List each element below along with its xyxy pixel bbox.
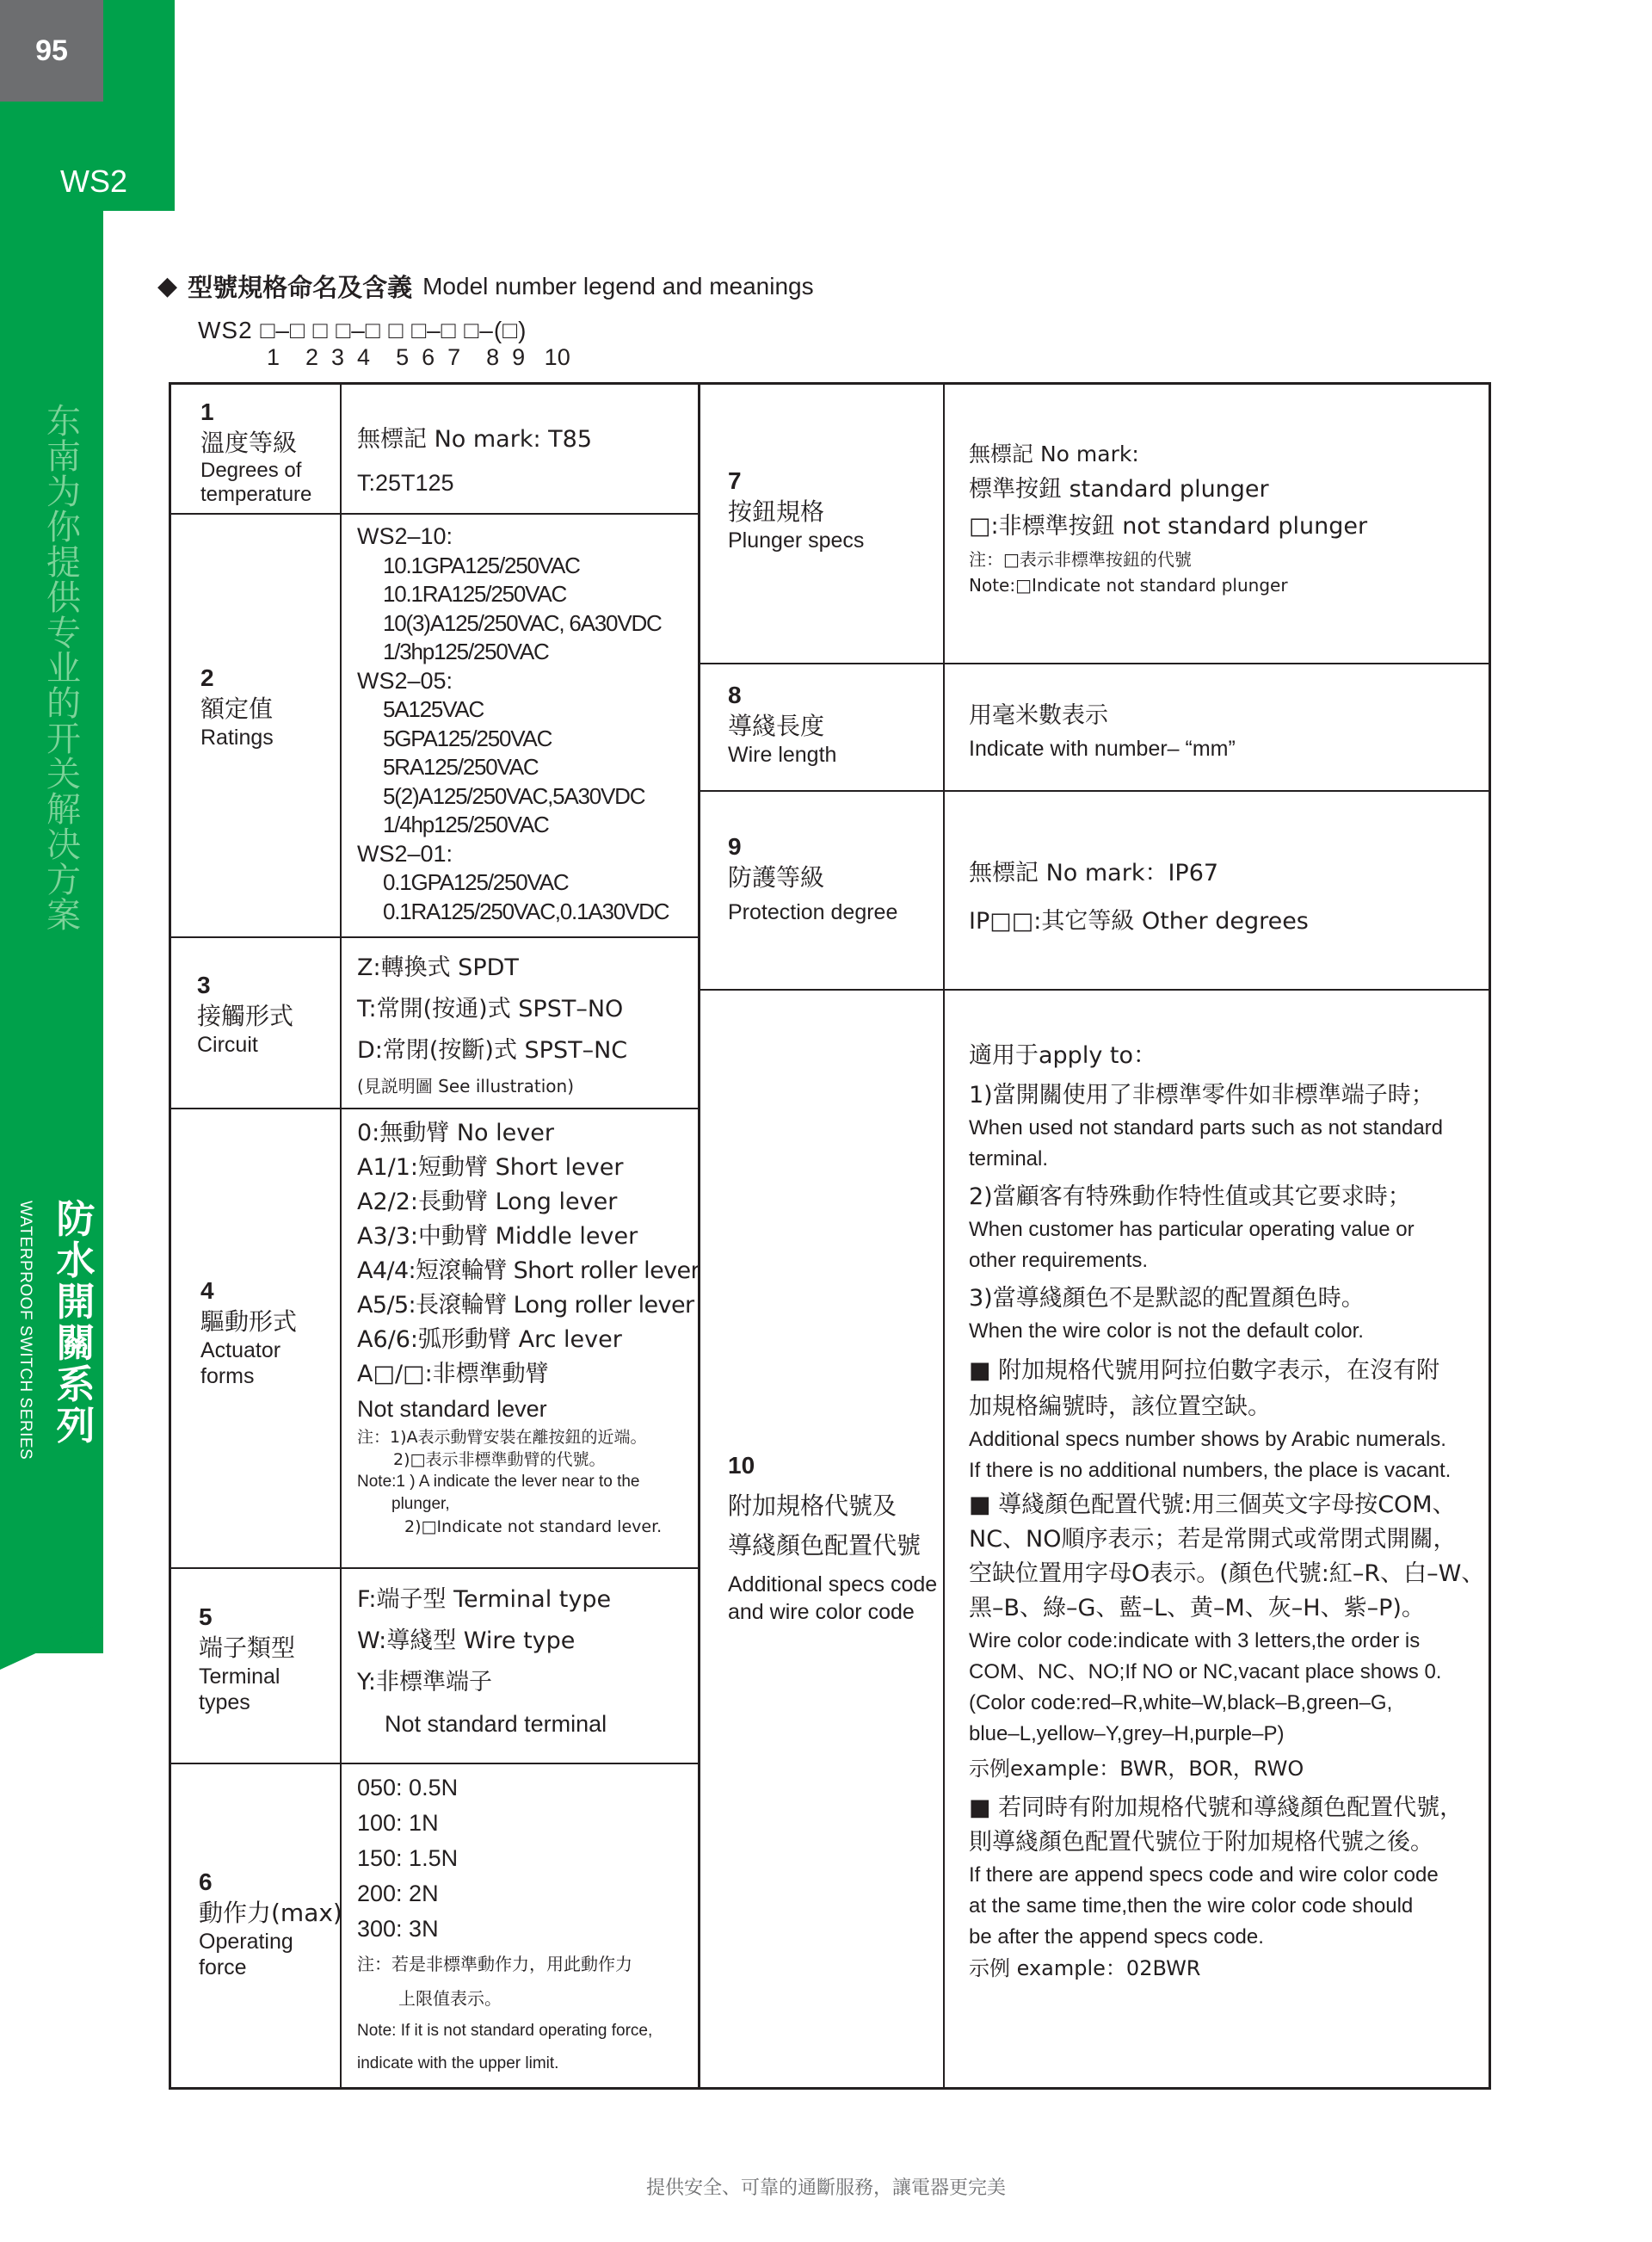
bullet-en: COM、NC、NO;If NO or NC,vacant place shows 0. xyxy=(969,1660,1442,1683)
note-line: 注：若是非標準動作力，用此動作力 xyxy=(357,1954,632,1974)
option-line: A5/5:長滾輪臂 Long roller lever xyxy=(357,1292,694,1319)
option-line: A4/4:短滾輪臂 Short roller lever xyxy=(357,1257,700,1284)
bullet-zh: ■ 若同時有附加規格代號和導綫顏色配置代號， xyxy=(969,1794,1464,1821)
row-label-zh: 動作力(max) xyxy=(199,1899,342,1927)
row-number: 6 xyxy=(199,1868,213,1895)
rating-line: WS2–05: xyxy=(357,667,453,694)
rating-line: 0.1GPA125/250VAC xyxy=(383,869,569,895)
bullet-en: Additional specs number shows by Arabic numerals. xyxy=(969,1428,1446,1451)
grid-line xyxy=(340,385,342,2087)
note-line: Note:□Indicate not standard plunger xyxy=(969,575,1288,596)
rating-line: 10(3)A125/250VAC, 6A30VDC xyxy=(383,609,662,636)
bullet-en: (Color code:red–R,white–W,black–B,green–G, xyxy=(969,1691,1393,1714)
option-line: 050: 0.5N xyxy=(357,1775,459,1800)
bullet-en: at the same time,then the wire color code should xyxy=(969,1894,1414,1918)
row-label-en: temperature xyxy=(200,483,312,506)
row-label-zh: 防護等級 xyxy=(728,863,825,892)
grid-line xyxy=(171,1763,698,1764)
rating-line: 0.1RA125/250VAC,0.1A30VDC xyxy=(383,898,669,924)
row-3-content xyxy=(357,948,627,1101)
bullet-en: If there is no additional numbers, the place is vacant. xyxy=(969,1459,1452,1482)
option-line: A□/□:非標準動臂 xyxy=(357,1361,549,1387)
rating-line: 5GPA125/250VAC xyxy=(383,725,552,751)
rating-line: WS2–10: xyxy=(357,523,453,549)
note-line: Note:1 ) A indicate the lever near to the xyxy=(357,1473,640,1491)
row-label-zh: 導綫長度 xyxy=(728,712,825,740)
row-label-zh: 附加規格代號及 xyxy=(728,1492,897,1520)
row-2-label xyxy=(200,663,274,750)
row-label-en: Actuator xyxy=(200,1338,281,1362)
row-6-label xyxy=(199,1867,342,1980)
option-line: 無標記 No mark: T85 xyxy=(357,426,592,453)
rating-line: 10.1GPA125/250VAC xyxy=(383,552,580,578)
row-9-content xyxy=(969,849,1309,946)
page-number-box xyxy=(0,0,103,102)
apply-item-en: When customer has particular operating value or xyxy=(969,1218,1415,1241)
row-label-en: Ratings xyxy=(200,726,274,750)
note-line: 注：1)A表示動臂安裝在離按鈕的近端。 xyxy=(357,1428,647,1447)
row-number: 8 xyxy=(728,682,742,708)
option-line: Not standard lever xyxy=(357,1396,547,1422)
row-7-content xyxy=(969,438,1367,596)
option-line: 無標記 No mark：IP67 xyxy=(969,860,1219,886)
bullet-en: If there are append specs code and wire color code xyxy=(969,1863,1439,1887)
row-5-content xyxy=(357,1579,611,1745)
grid-line xyxy=(171,1567,698,1569)
row-number: 1 xyxy=(200,398,214,425)
row-10-label xyxy=(728,1450,937,1626)
row-3-label xyxy=(197,970,293,1058)
option-line: 100: 1N xyxy=(357,1810,439,1836)
option-line: T:25T125 xyxy=(357,470,454,496)
apply-item-zh: 1)當開關使用了非標準零件如非標準端子時； xyxy=(969,1082,1434,1109)
grid-line xyxy=(698,989,1489,991)
side-green-wedge xyxy=(0,1622,103,1670)
footer-slogan: 提供安全、可靠的通斷服務，讓電器更完美 xyxy=(645,2177,1006,2199)
note-line: plunger, xyxy=(391,1495,450,1513)
row-8-content xyxy=(969,700,1236,765)
grid-line xyxy=(698,663,1489,664)
option-line: Z:轉換式 SPDT xyxy=(357,954,519,981)
row-4-label xyxy=(200,1275,297,1389)
row-label-en: Terminal xyxy=(199,1665,280,1689)
apply-item-en: terminal. xyxy=(969,1147,1049,1170)
row-number: 4 xyxy=(200,1277,214,1304)
option-line: Y:非標準端子 xyxy=(357,1669,493,1695)
apply-item-zh: 2)當顧客有特殊動作特性值或其它要求時； xyxy=(969,1183,1411,1210)
rating-line: 1/3hp125/250VAC xyxy=(383,639,549,664)
option-line: □:非標準按鈕 not standard plunger xyxy=(969,513,1368,540)
option-line: 用毫米數表示 xyxy=(969,702,1108,729)
series-title-zh: 防水開關系列 xyxy=(56,1196,96,1448)
bullet-zh: 則導綫顏色配置代號位于附加規格代號之後。 xyxy=(969,1829,1433,1856)
option-line: W:導綫型 Wire type xyxy=(357,1627,576,1654)
rating-line: 5RA125/250VAC xyxy=(383,754,539,780)
note-line: indicate with the upper limit. xyxy=(357,2054,559,2072)
row-10-content xyxy=(969,1039,1485,1984)
row-8-label xyxy=(728,680,836,768)
grid-line xyxy=(171,513,698,515)
row-9-label xyxy=(728,831,897,931)
option-line: T:常開(按通)式 SPST–NO xyxy=(357,996,624,1022)
row-number: 2 xyxy=(200,664,214,691)
row-label-en: Operating xyxy=(199,1930,293,1954)
row-6-content xyxy=(357,1770,652,2080)
option-line: A1/1:短動臂 Short lever xyxy=(357,1154,624,1181)
apply-item-en: When the wire color is not the default color. xyxy=(969,1319,1364,1343)
row-label-en: Additional specs code xyxy=(728,1572,938,1597)
row-label-en: Degrees of xyxy=(200,459,302,482)
row-4-content xyxy=(357,1116,700,1538)
rating-line: 5A125VAC xyxy=(383,696,484,722)
row-2-content xyxy=(357,522,669,926)
row-number: 5 xyxy=(199,1603,213,1630)
row-5-label xyxy=(199,1602,295,1715)
option-line: 標準按鈕 standard plunger xyxy=(969,476,1269,503)
row-label-en: Protection degree xyxy=(728,900,898,924)
option-line: Not standard terminal xyxy=(385,1711,607,1737)
row-number: 7 xyxy=(728,467,742,494)
rating-line: 1/4hp125/250VAC xyxy=(383,812,549,837)
row-1-label xyxy=(200,397,311,507)
option-line: F:端子型 Terminal type xyxy=(357,1586,612,1613)
note-line: (見説明圖 See illustration) xyxy=(357,1076,575,1096)
option-line: IP□□:其它等級 Other degrees xyxy=(969,908,1309,935)
bullet-en: be after the append specs code. xyxy=(969,1925,1264,1949)
apply-item-zh: 3)當導綫顏色不是默認的配置顏色時。 xyxy=(969,1285,1365,1312)
grid-line xyxy=(943,385,945,2087)
note-line: 注：□表示非標準按鈕的代號 xyxy=(969,549,1192,570)
note-line: 上限值表示。 xyxy=(398,1988,502,2009)
row-label-en: and wire color code xyxy=(728,1600,915,1624)
option-line: Indicate with number– “mm” xyxy=(969,737,1236,761)
bullet-zh: NC、NO順序表示；若是常開式或常閉式開關， xyxy=(969,1526,1457,1553)
option-line: D:常閉(按斷)式 SPST–NC xyxy=(357,1037,628,1064)
row-number: 3 xyxy=(197,972,211,998)
bullet-zh: ■ 導綫顏色配置代號:用三個英文字母按COM、 xyxy=(969,1492,1456,1518)
heading-title-zh: 型號規格命名及含義 xyxy=(188,273,413,302)
apply-item-en: other requirements. xyxy=(969,1249,1149,1272)
example-line: 示例example：BWR，BOR，RWO xyxy=(969,1757,1304,1781)
grid-line xyxy=(171,1108,698,1109)
grid-line xyxy=(698,790,1489,792)
series-title-en: WATERPROOF SWITCH SERIES xyxy=(16,1201,34,1461)
row-label-en: force xyxy=(199,1955,247,1980)
example-line: 示例 example：02BWR xyxy=(969,1956,1201,1980)
bullet-zh: ■ 附加規格代號用阿拉伯數字表示，在沒有附 xyxy=(969,1357,1440,1384)
bullet-zh: 空缺位置用字母O表示。(顏色代號:紅–R、白–W、 xyxy=(969,1560,1485,1587)
model-code-pattern: WS2 □–□ □ □–□ □ □–□ □–(□) xyxy=(198,317,527,343)
option-line: 0:無動臂 No lever xyxy=(357,1120,554,1146)
row-label-zh: 溫度等級 xyxy=(200,429,298,457)
section-heading xyxy=(157,269,814,304)
option-line: 300: 3N xyxy=(357,1916,439,1942)
row-label-en: Plunger specs xyxy=(728,528,865,553)
row-label-en: Wire length xyxy=(728,743,837,767)
bullet-zh: 加規格編號時，該位置空缺。 xyxy=(969,1393,1271,1420)
apply-item-en: When used not standard parts such as not standard xyxy=(969,1116,1444,1140)
grid-line xyxy=(171,936,698,938)
series-tag: WS2 xyxy=(60,164,128,199)
page-number: 95 xyxy=(35,34,68,67)
row-label-zh: 端子類型 xyxy=(199,1634,296,1662)
rating-line: WS2–01: xyxy=(357,840,453,867)
model-position-numbers: 1 2 3 4 5 6 7 8 9 10 xyxy=(267,344,570,370)
note-line: 2)□Indicate not standard lever. xyxy=(404,1517,663,1536)
option-line: 150: 1.5N xyxy=(357,1845,459,1871)
apply-heading: 適用于apply to： xyxy=(969,1042,1156,1069)
note-line: Note: If it is not standard operating force, xyxy=(357,2022,653,2040)
row-label-en: Circuit xyxy=(197,1033,258,1057)
row-label-zh: 按鈕規格 xyxy=(728,497,825,526)
row-label-zh: 驅動形式 xyxy=(200,1307,298,1336)
row-1-content xyxy=(357,417,592,505)
diamond-bullet-icon: ◆ xyxy=(157,272,178,300)
row-label-en: types xyxy=(199,1690,250,1714)
rating-line: 5(2)A125/250VAC,5A30VDC xyxy=(383,782,645,809)
bullet-en: blue–L,yellow–Y,grey–H,purple–P) xyxy=(969,1722,1285,1745)
row-label-zh: 接觸形式 xyxy=(197,1002,294,1030)
row-7-label xyxy=(728,466,864,553)
option-line: A2/2:長動臂 Long lever xyxy=(357,1189,618,1215)
model-legend-table xyxy=(169,382,1491,2090)
option-line: A6/6:弧形動臂 Arc lever xyxy=(357,1326,622,1353)
rating-line: 10.1RA125/250VAC xyxy=(383,581,567,607)
row-number: 10 xyxy=(728,1452,755,1479)
note-line: 2)□表示非標準動臂的代號。 xyxy=(393,1450,606,1469)
option-line: A3/3:中動臂 Middle lever xyxy=(357,1223,638,1250)
option-line: 無標記 No mark: xyxy=(969,442,1139,466)
bullet-zh: 黑–B、綠–G、藍–L、黄–M、灰–H、紫–P)。 xyxy=(969,1595,1425,1621)
bullet-en: Wire color code:indicate with 3 letters,the order is xyxy=(969,1629,1421,1652)
heading-title-en: Model number legend and meanings xyxy=(422,272,814,300)
row-label-en: forms xyxy=(200,1364,255,1388)
row-label-zh: 導綫顏色配置代號 xyxy=(728,1531,922,1560)
option-line: 200: 2N xyxy=(357,1881,439,1906)
vertical-slogan: 东南为你提供专业的开关解决方案 xyxy=(46,402,81,936)
row-number: 9 xyxy=(728,833,742,860)
row-label-zh: 額定值 xyxy=(200,695,274,723)
